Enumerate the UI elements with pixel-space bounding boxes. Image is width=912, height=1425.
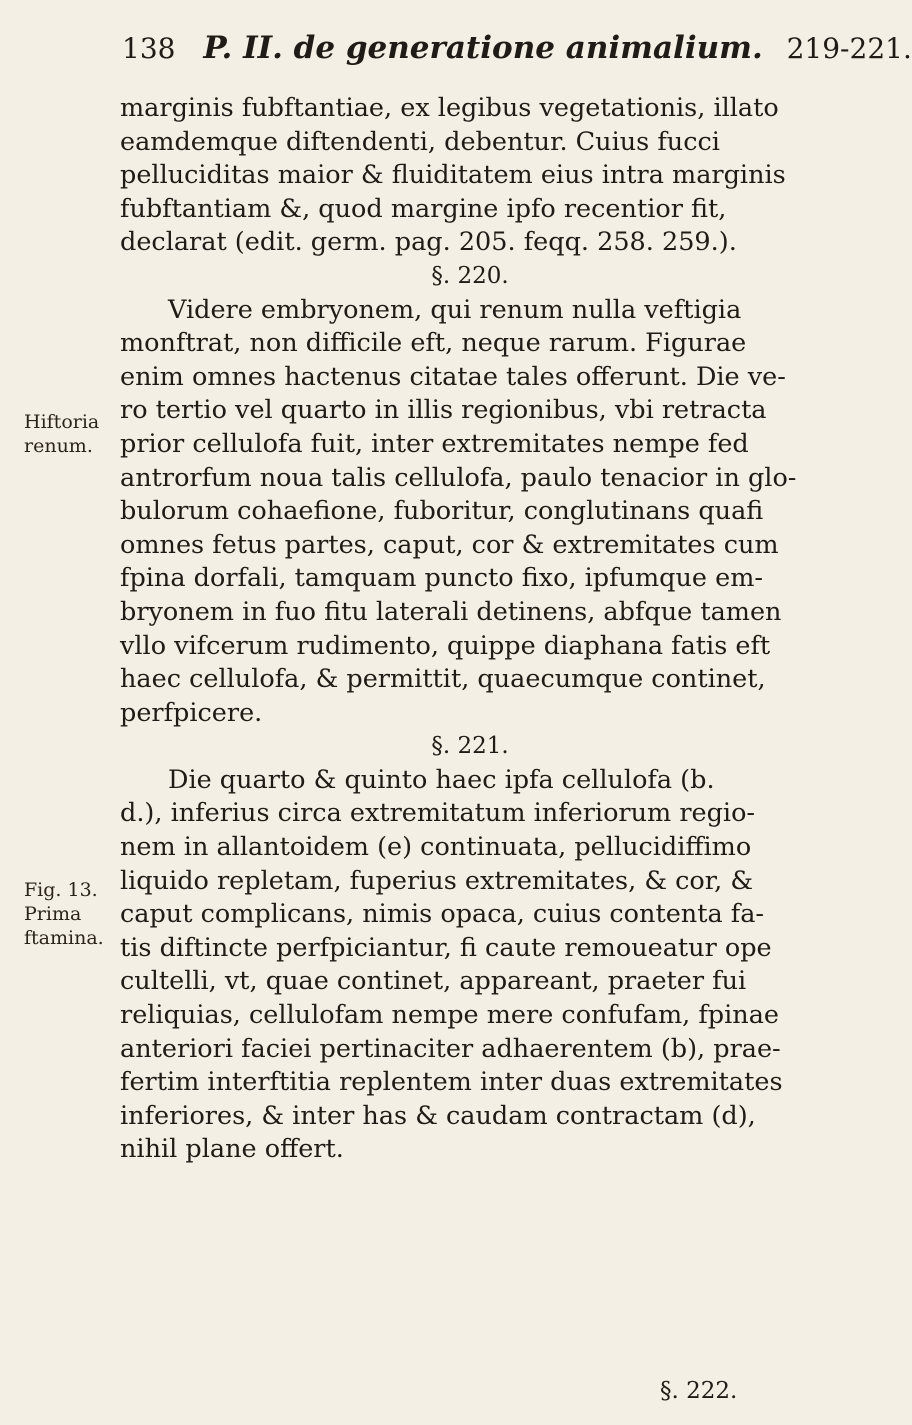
text-line: vllo vifcerum rudimento, quippe diaphana fatis eft [120,630,771,661]
text-line: d.), inferius circa extremitatum inferiorum regio- [120,798,756,829]
margin-note-line: Prima [24,903,82,925]
text-line: nihil plane offert. [120,1134,344,1165]
catchword: §. 222. [660,1378,738,1404]
text-line: prior cellulofa fuit, inter extremitates nempe fed [120,428,749,459]
text-line: ro tertio vel quarto in illis regionibus, vbi retracta [120,395,767,426]
text-line: reliquias, cellulofam nempe mere confufam, fpinae [120,1000,779,1031]
text-line: cultelli, vt, quae continet, appareant, praeter fui [120,966,747,997]
text-line: bryonem in fuo fitu laterali detinens, abfque tamen [120,596,782,627]
text-line: fubftantiam &, quod margine ipfo recentior fit, [120,193,727,224]
text-line: enim omnes hactenus citatae tales offerunt. Die ve- [120,361,786,392]
text-line: fertim interftitia replentem inter duas extremitates [120,1067,783,1098]
text-line: eamdemque diftendenti, debentur. Cuius fucci [120,126,720,157]
text-line: Videre embryonem, qui renum nulla veftigia [168,294,742,325]
paragraph-1 [120,92,786,260]
main-text [120,92,797,1167]
text-line: haec cellulofa, & permittit, quaecumque continet, [120,664,766,695]
text-line: perfpicere. [120,697,263,728]
section-heading-221: §. 221. [431,733,509,760]
running-header [122,28,912,69]
text-line: anteriori faciei pertinaciter adhaerentem (b), prae- [120,1033,781,1064]
text-line: fpina dorfali, tamquam puncto fixo, ipfumque em- [120,563,764,594]
text-line: marginis fubftantiae, ex legibus vegetationis, illato [120,93,779,123]
text-line: declarat (edit. germ. pag. 205. feqq. 258. 259.). [120,227,737,258]
margin-note-line: ftamina. [24,927,104,949]
margin-note-line: Hiftoria [24,411,100,433]
margin-note-line: Fig. 13. [24,879,98,901]
margin-note-line: renum. [24,435,93,457]
text-line: liquido repletam, fuperius extremitates, & cor, & [120,865,754,896]
text-line: monftrat, non difficile eft, neque rarum. Figurae [120,328,747,359]
page-number: 138 [122,32,176,65]
paragraph-3 [120,764,783,1167]
running-title: P. II. de generatione animalium. [203,30,763,66]
text-line: caput complicans, nimis opaca, cuius contenta fa- [120,899,765,930]
text-line: pelluciditas maior & fluiditatem eius intra marginis [120,160,786,191]
margin-note-figure [24,878,104,950]
text-line: Die quarto & quinto haec ipfa cellulofa (b. [168,764,715,795]
text-line: bulorum cohaefione, fuboritur, conglutinans quafi [120,496,764,527]
margin-note-historia [24,410,99,458]
section-range: 219-221. [786,32,912,65]
paragraph-2 [120,294,797,731]
text-line: antrorfum noua talis cellulofa, paulo tenacior in glo- [120,462,797,493]
text-line: inferiores, & inter has & caudam contractam (d), [120,1100,756,1131]
text-line: omnes fetus partes, caput, cor & extremitates cum [120,529,779,560]
text-line: nem in allantoidem (e) continuata, pellucidiffimo [120,832,752,863]
section-heading-220: §. 220. [431,262,509,289]
text-line: tis diftincte perfpiciantur, fi caute remoueatur ope [120,932,772,963]
